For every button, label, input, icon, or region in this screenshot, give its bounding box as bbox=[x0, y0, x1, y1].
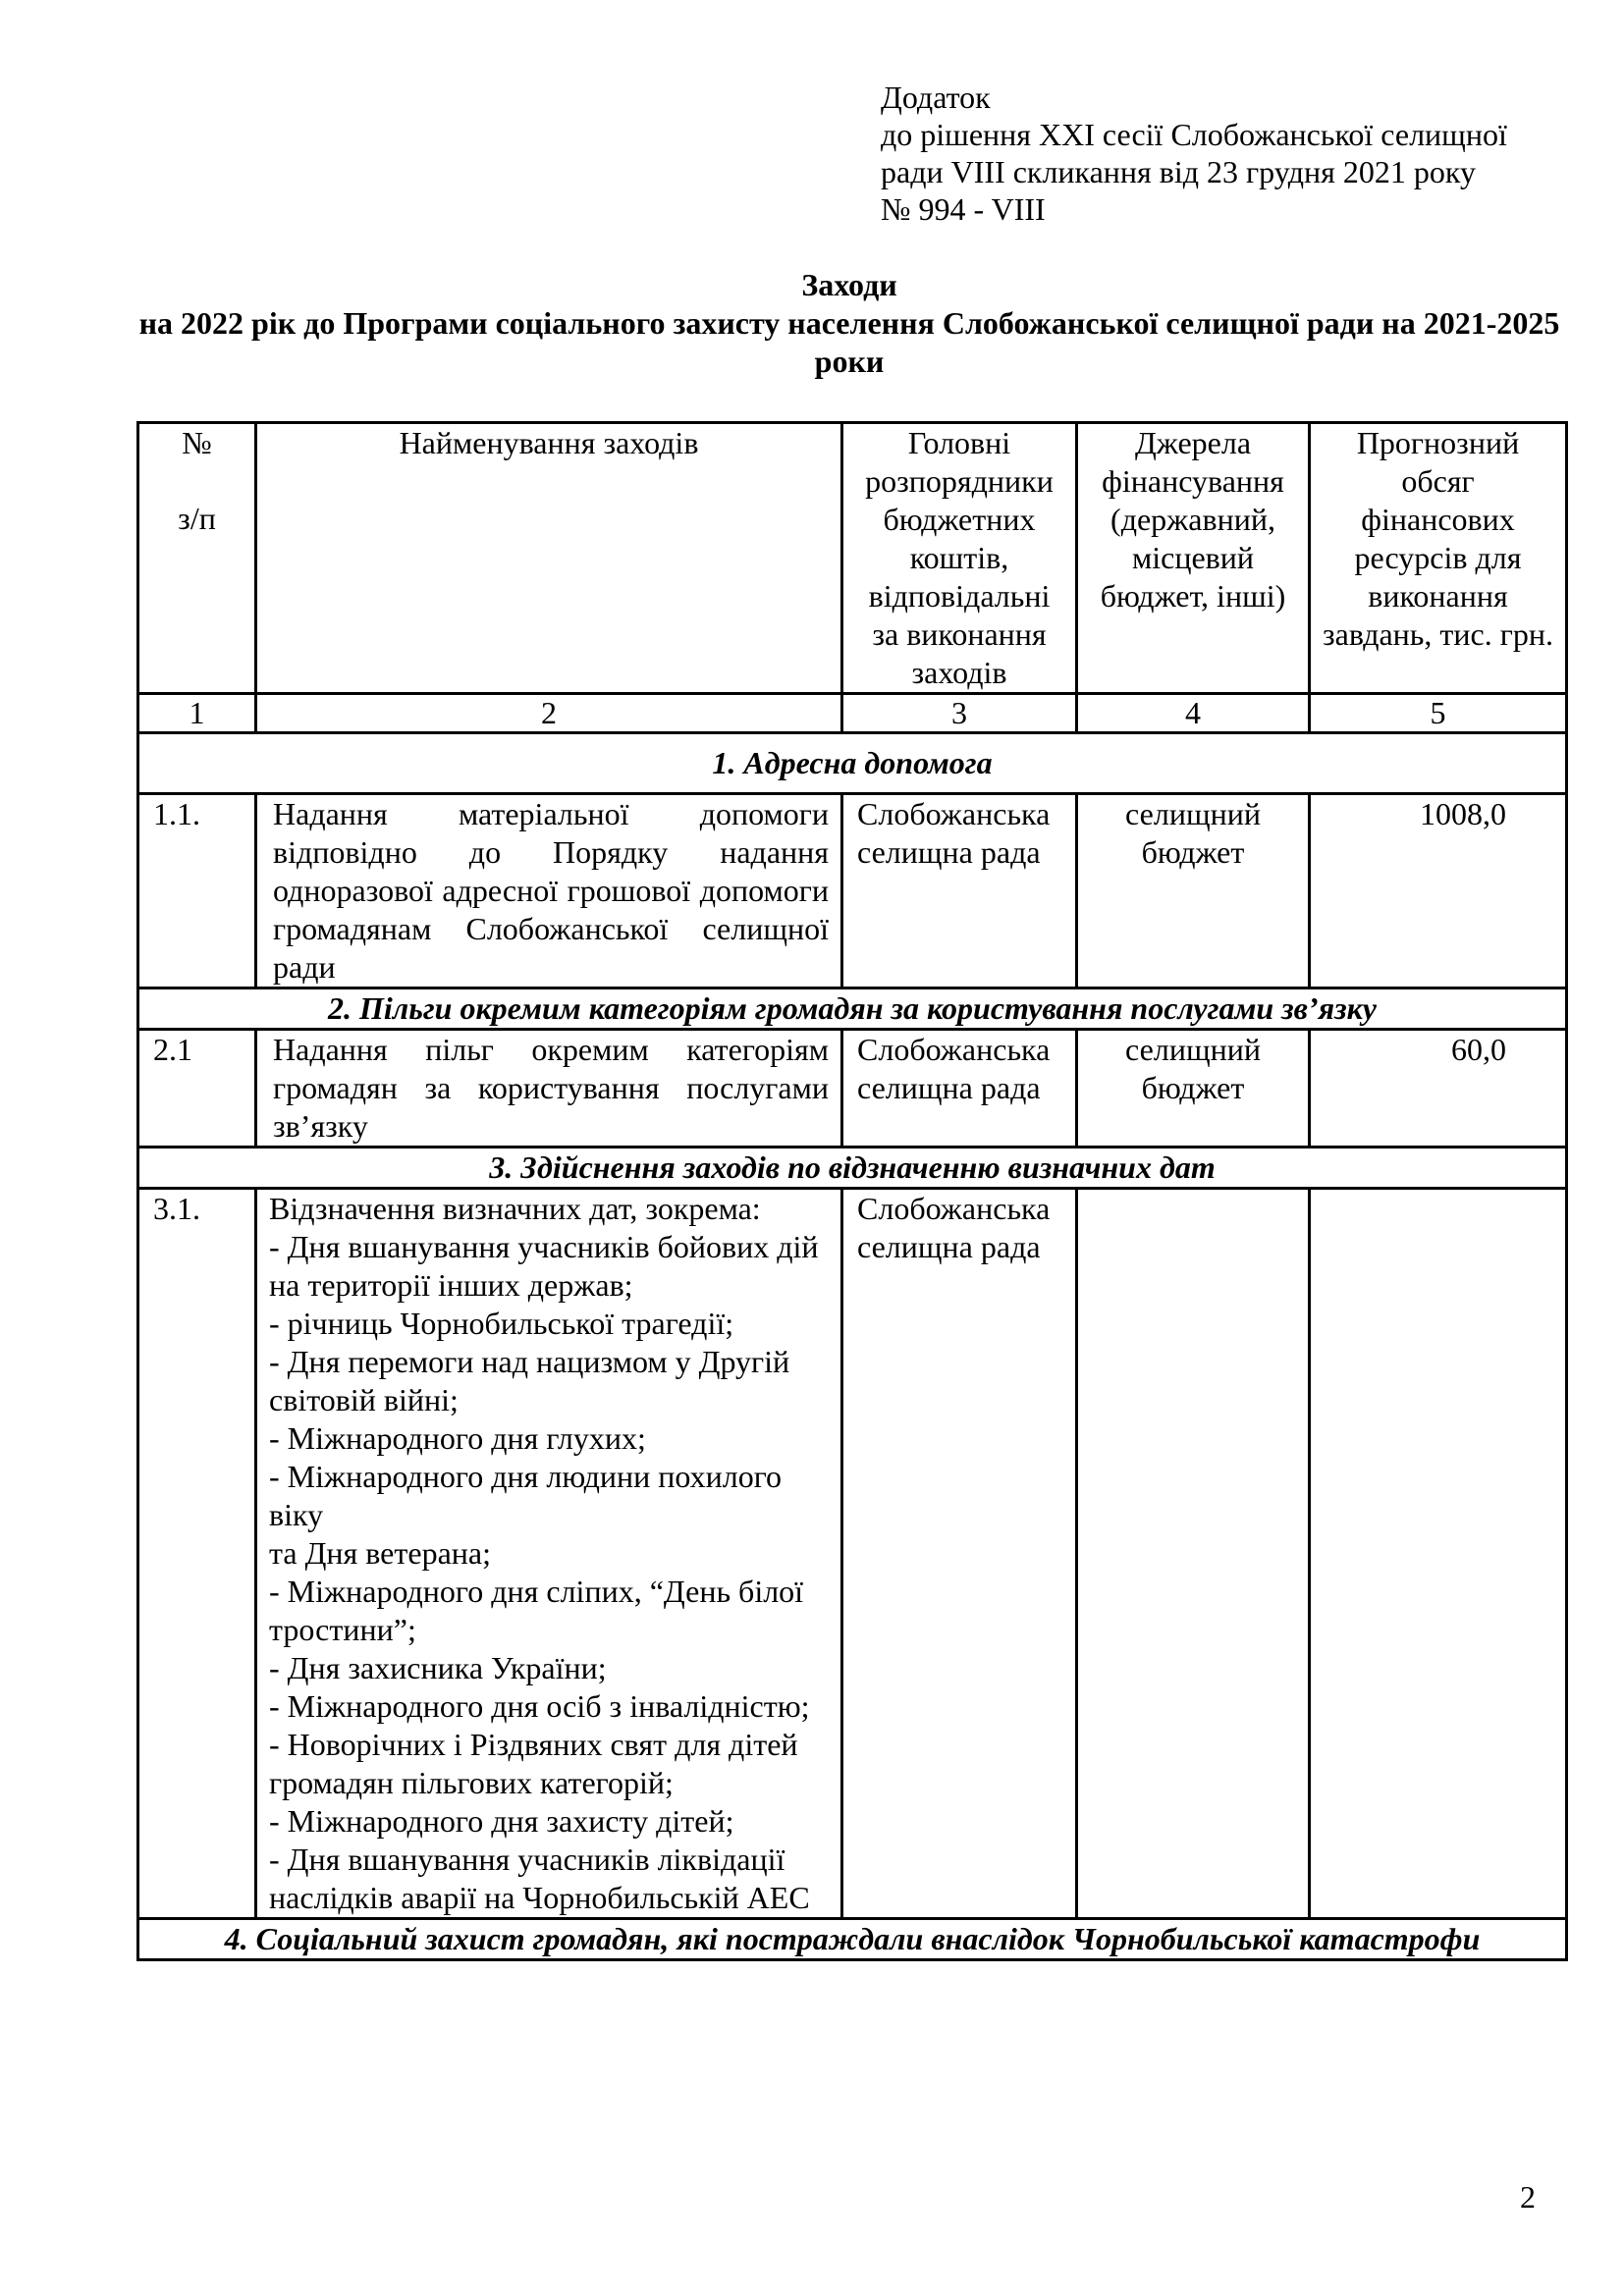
title-line-1: Заходи bbox=[801, 267, 897, 302]
section-title: 2. Пільги окремим категоріям громадян за користування послугами зв’язку bbox=[138, 988, 1567, 1030]
column-number: 4 bbox=[1077, 694, 1310, 733]
page-number: 2 bbox=[1520, 2179, 1536, 2215]
section-title: 4. Соціальний захист громадян, які постраждали внаслідок Чорнобильської катастрофи bbox=[138, 1919, 1567, 1960]
header-source: Джерела фінансування (державний, місцевий бюджет, інші) bbox=[1077, 423, 1310, 694]
list-item: - Міжнародного дня осіб з інвалідністю; bbox=[269, 1688, 810, 1724]
list-item: Відзначення визначних дат, зокрема: bbox=[269, 1191, 761, 1226]
row-source: селищний бюджет bbox=[1077, 1030, 1310, 1148]
list-item: - Дня вшанування учасників бойових дій на території інших держав; bbox=[269, 1229, 819, 1303]
row-amount: 60,0 bbox=[1310, 1030, 1567, 1148]
row-amount bbox=[1310, 1189, 1567, 1919]
measures-table bbox=[136, 421, 1568, 1961]
list-item: - Дня вшанування учасників ліквідації наслідків аварії на Чорнобильській АЕС bbox=[269, 1842, 810, 1915]
section-title: 3. Здійснення заходів по відзначенню визначних дат bbox=[138, 1148, 1567, 1189]
list-item: - Дня захисника України; bbox=[269, 1650, 607, 1685]
header-number: № з/п bbox=[138, 423, 256, 694]
list-item: - Міжнародного дня людини похилого віку bbox=[269, 1459, 783, 1532]
section-title: 1. Адресна допомога bbox=[138, 733, 1567, 794]
list-item: - річниць Чорнобильської трагедії; bbox=[269, 1306, 734, 1341]
row-source: селищний бюджет bbox=[1077, 794, 1310, 988]
row-name: Надання пільг окремим категоріям громадян за користування послугами зв’язку bbox=[256, 1030, 842, 1148]
header-manager: Головні розпорядники бюджетних коштів, відповідальні за виконання заходів bbox=[842, 423, 1077, 694]
list-item: - Міжнародного дня сліпих, “День білої тростини”; bbox=[269, 1574, 804, 1647]
row-source bbox=[1077, 1189, 1310, 1919]
annex-block bbox=[881, 79, 1588, 228]
annex-line: до рішення XXI сесії Слобожанської селищної bbox=[881, 117, 1507, 152]
header-name: Найменування заходів bbox=[256, 423, 842, 694]
row-manager: Слобожанська селищна рада bbox=[842, 794, 1077, 988]
row-number: 2.1 bbox=[138, 1030, 256, 1148]
list-item: - Дня перемоги над нацизмом у Другій світовій війні; bbox=[269, 1344, 790, 1417]
row-amount: 1008,0 bbox=[1310, 794, 1567, 988]
row-name: Надання матеріальної допомоги відповідно до Порядку надання одноразової адресної грошової допомоги громадянам Слобожанської селищної ради bbox=[256, 794, 842, 988]
table-row bbox=[138, 1189, 1567, 1919]
row-name-list bbox=[256, 1189, 842, 1919]
section-row bbox=[138, 733, 1567, 794]
column-number: 3 bbox=[842, 694, 1077, 733]
row-number: 3.1. bbox=[138, 1189, 256, 1919]
header-amount: Прогнозний обсяг фінансових ресурсів для виконання завдань, тис. грн. bbox=[1310, 423, 1567, 694]
list-item: - Міжнародного дня захисту дітей; bbox=[269, 1803, 734, 1839]
annex-line: Додаток bbox=[881, 80, 991, 115]
column-number: 5 bbox=[1310, 694, 1567, 733]
annex-line: № 994 - VIII bbox=[881, 191, 1046, 227]
section-row bbox=[138, 1919, 1567, 1960]
section-row bbox=[138, 1148, 1567, 1189]
row-manager: Слобожанська селищна рада bbox=[842, 1189, 1077, 1919]
list-item: та Дня ветерана; bbox=[269, 1535, 491, 1571]
table-row bbox=[138, 794, 1567, 988]
row-manager: Слобожанська селищна рада bbox=[842, 1030, 1077, 1148]
column-number: 1 bbox=[138, 694, 256, 733]
column-number: 2 bbox=[256, 694, 842, 733]
list-item: - Міжнародного дня глухих; bbox=[269, 1420, 646, 1456]
header-row bbox=[138, 423, 1567, 694]
title-line-2: на 2022 рік до Програми соціального захисту населення Слобожанської селищної ради на 2021-2025 роки bbox=[138, 305, 1560, 379]
document-title bbox=[137, 266, 1561, 381]
list-item: - Новорічних і Різдвяних свят для дітей громадян пільгових категорій; bbox=[269, 1727, 798, 1800]
table-row bbox=[138, 1030, 1567, 1148]
annex-line: ради VIII скликання від 23 грудня 2021 року bbox=[881, 154, 1476, 189]
row-number: 1.1. bbox=[138, 794, 256, 988]
section-row bbox=[138, 988, 1567, 1030]
column-number-row bbox=[138, 694, 1567, 733]
